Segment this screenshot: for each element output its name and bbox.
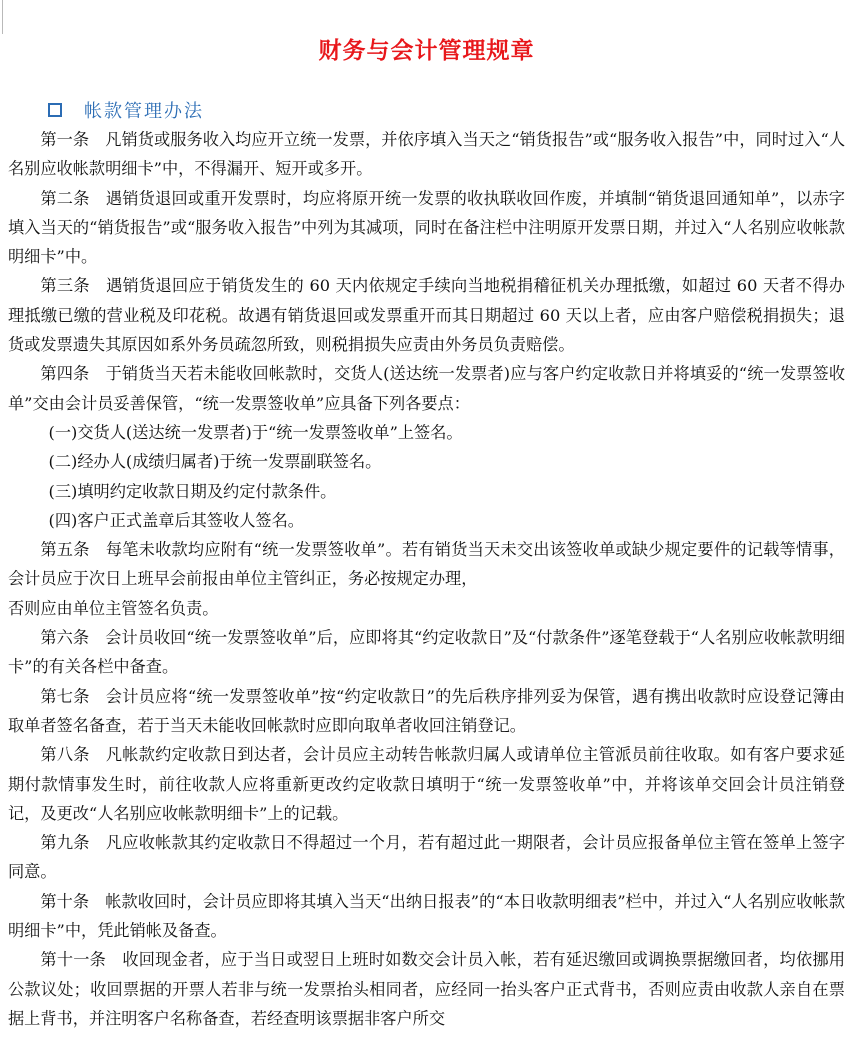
article-text: 凡帐款约定收款日到达者，会计员应主动转告帐款归属人或请单位主管派员前往收取。如有客户要求延期付款情事发生时，前往收款人应将重新更改约定收款日填明于“统一发票签收单”中，并将该单交回会计员注销登记，及更改“人名别应收帐款明细卡”上的记载。	[8, 745, 846, 823]
article-3	[8, 271, 845, 359]
page-corner-mark	[2, 0, 9, 34]
article-number: 第十条	[40, 891, 90, 911]
article-text: 遇销货退回应于销货发生的 60 天内依规定手续向当地税捐稽征机关办理抵缴，如超过 60 天者不得办理抵缴已缴的营业税及印花税。故遇有销货退回或发票重开而其日期超过 60 天以上者，应由客户赔偿税捐损失；退货或发票遗失其原因如系外务员疏忽所致，则税捐损失应责由外务员负责赔偿。	[8, 276, 845, 355]
article-7	[8, 682, 845, 741]
article-number: 第八条	[40, 745, 90, 765]
article-4-item-4: (四)客户正式盖章后其签收人签名。	[48, 510, 304, 530]
article-text: 于销货当天若未能收回帐款时，交货人(送达统一发票者)应与客户约定收款日并将填妥的“统一发票签收单”交由会计员妥善保管，“统一发票签收单”应具备下列各要点：	[8, 364, 846, 413]
article-number: 第十一条	[40, 950, 107, 970]
article-number: 第三条	[40, 276, 90, 296]
article-text: 凡应收帐款其约定收款日不得超过一个月，若有超过此一期限者，会计员应报备单位主管在签单上签字同意。	[8, 833, 846, 882]
article-4	[8, 359, 845, 418]
article-number: 第七条	[40, 686, 90, 706]
article-text: 收回现金者，应于当日或翌日上班时如数交会计员入帐，若有延迟缴回或调换票据缴回者，均依挪用公款议处；收回票据的开票人若非与统一发票抬头相同者，应经同一抬头客户正式背书，否则应责由收款人亲自在票据上背书，并注明客户名称备查，若经查明该票据非客户所交	[8, 950, 846, 1028]
checkbox-icon	[48, 103, 62, 117]
article-text: 会计员收回“统一发票签收单”后，应即将其“约定收款日”及“付款条件”逐笔登载于“人名别应收帐款明细卡”的有关各栏中备查。	[8, 628, 845, 677]
article-number: 第二条	[40, 188, 90, 208]
article-text: 会计员应将“统一发票签收单”按“约定收款日”的先后秩序排列妥为保管，遇有携出收款时应设登记簿由取单者签名备查，若于当天未能收回帐款时应即向取单者收回注销登记。	[8, 686, 845, 735]
article-9	[8, 828, 845, 887]
article-11	[8, 945, 845, 1033]
article-text: 凡销货或服务收入均应开立统一发票，并依序填入当天之“销货报告”或“服务收入报告”中，同时过入“人名别应收帐款明细卡”中，不得漏开、短开或多开。	[8, 130, 846, 179]
section-heading	[48, 97, 204, 123]
article-number: 第九条	[40, 833, 90, 853]
document-body	[8, 125, 845, 1033]
section-heading-label: 帐款管理办法	[84, 101, 204, 122]
article-2	[8, 184, 845, 272]
article-5-continuation: 否则应由单位主管签名负责。	[8, 598, 219, 618]
article-text: 遇销货退回或重开发票时，均应将原开统一发票的收执联收回作废，并填制“销货退回通知单”，以赤字填入当天的“销货报告”或“服务收入报告”中列为其减项，同时在备注栏中注明原开发票日期，并过入“人名别应收帐款明细卡”中。	[8, 188, 845, 267]
article-4-item-3: (三)填明约定收款日期及约定付款条件。	[48, 481, 337, 501]
article-6	[8, 623, 845, 682]
article-text: 每笔未收款均应附有“统一发票签收单”。若有销货当天未交出该签收单或缺少规定要件的记载等情事，会计员应于次日上班早会前报由单位主管纠正，务必按规定办理，	[8, 540, 845, 589]
article-1	[8, 125, 845, 184]
article-text: 帐款收回时，会计员应即将其填入当天“出纳日报表”的“本日收款明细表”栏中，并过入“人名别应收帐款明细卡”中，凭此销帐及备查。	[8, 891, 846, 941]
article-4-item-1: (一)交货人(送达统一发票者)于“统一发票签收单”上签名。	[48, 422, 463, 442]
document-title: 财务与会计管理规章	[318, 38, 535, 64]
article-number: 第四条	[40, 364, 90, 384]
article-number: 第六条	[40, 628, 90, 648]
article-number: 第五条	[40, 540, 90, 560]
article-10	[8, 887, 845, 946]
article-4-item-2: (二)经办人(成绩归属者)于统一发票副联签名。	[48, 452, 382, 472]
article-5	[8, 535, 845, 594]
article-8	[8, 740, 845, 828]
article-number: 第一条	[40, 130, 90, 149]
